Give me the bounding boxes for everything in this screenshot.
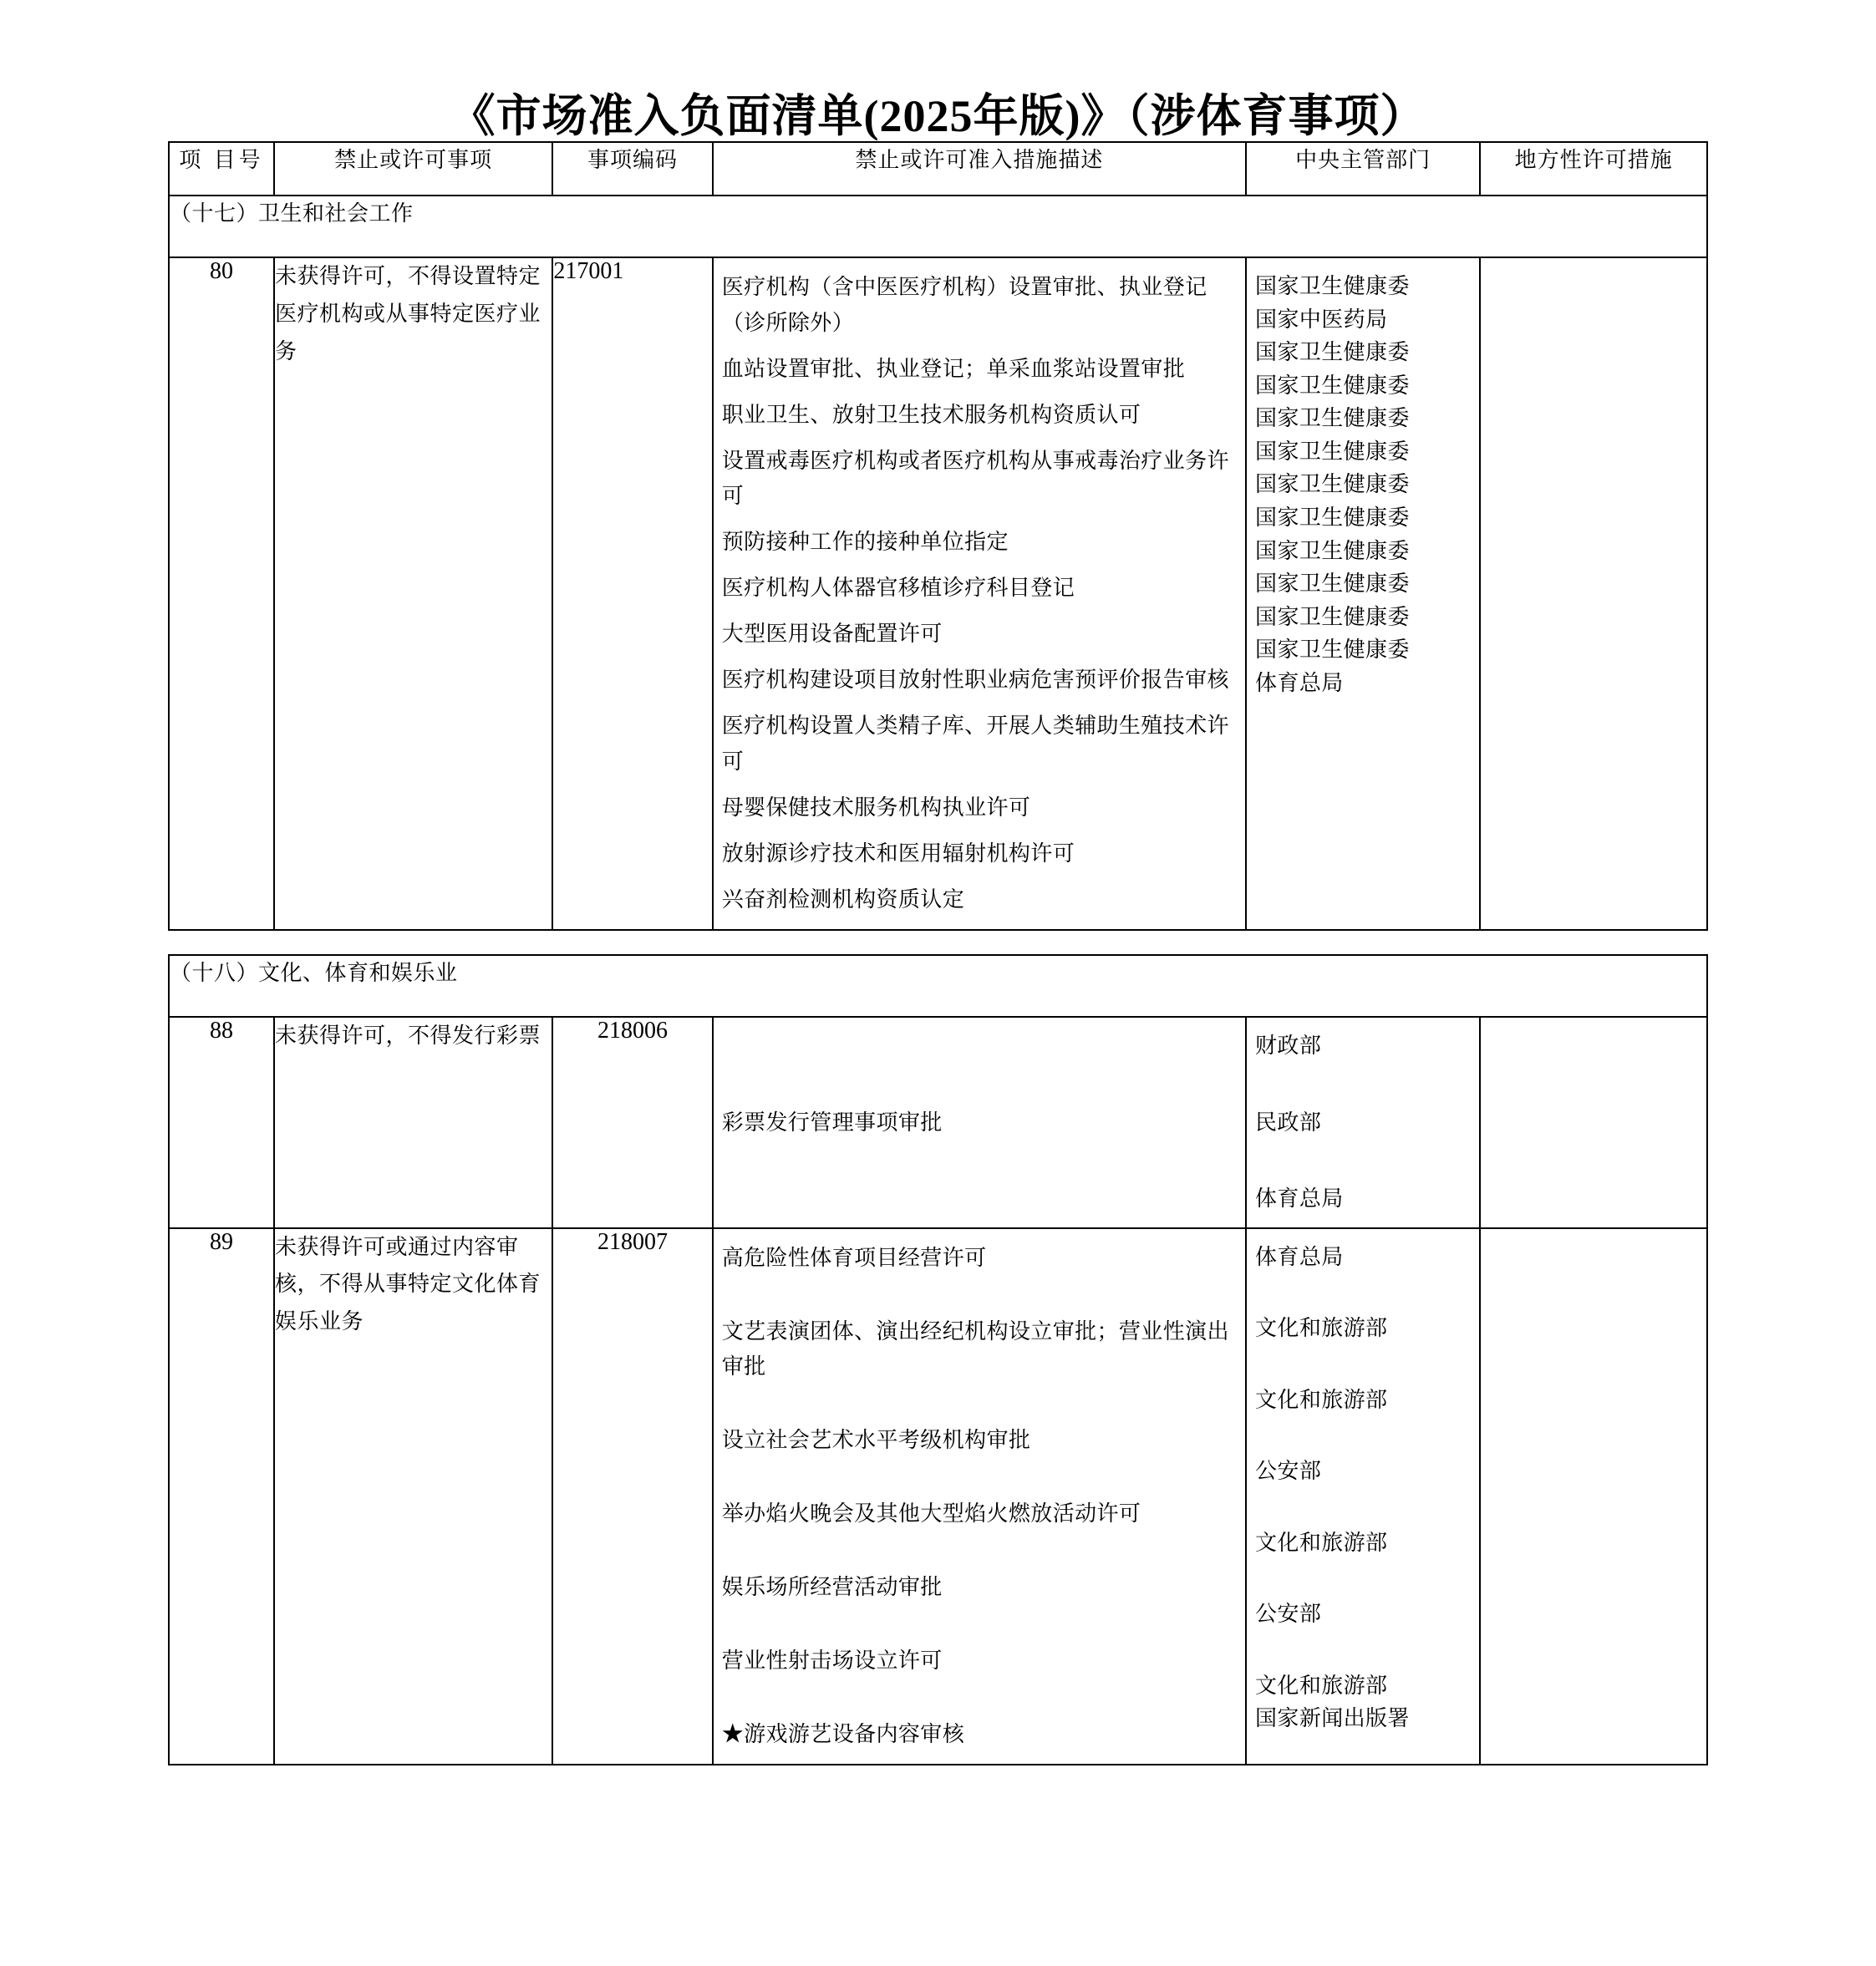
central-authority: 国家卫生健康委 xyxy=(1255,406,1410,431)
measure-description: 职业卫生、放射卫生技术服务机构资质认可 xyxy=(721,402,1141,427)
central-authority: 国家卫生健康委 xyxy=(1255,505,1410,530)
cell-item-code-80: 217001 xyxy=(552,257,712,930)
central-authority: 国家卫生健康委 xyxy=(1255,572,1410,597)
cell-measure-descriptions-88 xyxy=(713,1017,1246,1228)
measure-description: 高危险性体育项目经营许可 xyxy=(721,1245,987,1270)
cell-prohibited-item-88: 未获得许可，不得发行彩票 xyxy=(274,1017,552,1228)
cell-measure-descriptions-80 xyxy=(713,257,1246,930)
cell-item-code-88: 218006 xyxy=(552,1017,712,1228)
cell-prohibited-item-89: 未获得许可或通过内容审核，不得从事特定文化体育娱乐业务 xyxy=(274,1228,552,1765)
central-authority: 体育总局 xyxy=(1255,670,1344,695)
central-authority: 民政部 xyxy=(1255,1110,1322,1135)
cell-local-measure-80 xyxy=(1480,257,1707,930)
cell-measure-descriptions-89 xyxy=(713,1228,1246,1765)
column-header-measure-description: 禁止或许可准入措施描述 xyxy=(713,142,1246,196)
table-row xyxy=(169,1228,1707,1765)
negative-list-table-part1 xyxy=(168,141,1708,931)
measure-description: 兴奋剂检测机构资质认定 xyxy=(721,886,965,912)
central-authority: 国家卫生健康委 xyxy=(1255,638,1410,663)
section-label-18: （十八）文化、体育和娱乐业 xyxy=(169,955,1707,1017)
cell-local-measure-89 xyxy=(1480,1228,1707,1765)
table-row xyxy=(169,257,1707,930)
section-label-17: （十七）卫生和社会工作 xyxy=(169,196,1707,257)
central-authority: 文化和旅游部 xyxy=(1255,1316,1388,1341)
authority-name: 文化和旅游部 xyxy=(1255,1673,1388,1698)
column-header-central-authority: 中央主管部门 xyxy=(1246,142,1480,196)
central-authority: 国家卫生健康委 xyxy=(1255,538,1410,563)
measure-description: 大型医用设备配置许可 xyxy=(721,622,943,647)
central-authority xyxy=(1255,1669,1474,1735)
measure-description: 血站设置审批、执业登记；单采血浆站设置审批 xyxy=(721,356,1186,381)
section-header-row-18 xyxy=(169,955,1707,1017)
measure-description: 预防接种工作的接种单位指定 xyxy=(721,530,1009,555)
central-authority: 体育总局 xyxy=(1255,1186,1344,1212)
negative-list-table-part2 xyxy=(168,954,1708,1765)
authority-name: 国家卫生健康委 xyxy=(1255,274,1410,299)
column-header-local-measure: 地方性许可措施 xyxy=(1480,142,1707,196)
column-header-item-no: 项 目号 xyxy=(169,142,274,196)
cell-prohibited-item-80: 未获得许可，不得设置特定医疗机构或从事特定医疗业务 xyxy=(274,257,552,930)
measure-description: 营业性射击场设立许可 xyxy=(721,1648,943,1674)
cell-item-no-80: 80 xyxy=(169,257,274,930)
measure-description: 举办焰火晚会及其他大型焰火燃放活动许可 xyxy=(721,1501,1141,1527)
central-authority xyxy=(1255,270,1474,336)
cell-item-no-89: 89 xyxy=(169,1228,274,1765)
table-header-row xyxy=(169,142,1707,196)
column-header-prohibited-item: 禁止或许可事项 xyxy=(274,142,552,196)
measure-description-list-89 xyxy=(714,1229,1245,1765)
central-authority: 体育总局 xyxy=(1255,1244,1344,1269)
central-authority: 国家卫生健康委 xyxy=(1255,472,1410,497)
cell-central-authorities-80 xyxy=(1246,257,1480,930)
central-authority: 文化和旅游部 xyxy=(1255,1530,1388,1555)
authority-name: 国家新闻出版署 xyxy=(1255,1706,1410,1731)
cell-item-code-89: 218007 xyxy=(552,1228,712,1765)
central-authority: 财政部 xyxy=(1255,1034,1322,1059)
column-header-item-code: 事项编码 xyxy=(552,142,712,196)
page-title: 《市场准入负面清单(2025年版)》（涉体育事项） xyxy=(450,91,1426,141)
central-authority: 公安部 xyxy=(1255,1459,1322,1484)
cell-central-authorities-88 xyxy=(1246,1017,1480,1228)
central-authority-list-88 xyxy=(1247,1018,1479,1227)
measure-description: 设立社会艺术水平考级机构审批 xyxy=(721,1427,1031,1452)
table-header xyxy=(169,142,1707,196)
central-authority-list-80 xyxy=(1247,258,1479,711)
central-authority: 国家卫生健康委 xyxy=(1255,340,1410,365)
measure-description: 医疗机构建设项目放射性职业病危害预评价报告审核 xyxy=(721,668,1229,693)
authority-name: 国家中医药局 xyxy=(1255,307,1388,332)
cell-central-authorities-89 xyxy=(1246,1228,1480,1765)
measure-description: 医疗机构设置人类精子库、开展人类辅助生殖技术许可 xyxy=(721,714,1229,774)
central-authority: 文化和旅游部 xyxy=(1255,1387,1388,1412)
central-authority: 公安部 xyxy=(1255,1602,1322,1627)
measure-description: ★游戏游艺设备内容审核 xyxy=(721,1722,965,1747)
measure-description: 放射源诊疗技术和医用辐射机构许可 xyxy=(721,841,1075,866)
measure-description: 文艺表演团体、演出经纪机构设立审批；营业性演出审批 xyxy=(721,1318,1229,1379)
central-authority: 国家卫生健康委 xyxy=(1255,604,1410,629)
measure-description: 母婴保健技术服务机构执业许可 xyxy=(721,795,1031,820)
measure-description: 娱乐场所经营活动审批 xyxy=(721,1575,943,1600)
central-authority: 国家卫生健康委 xyxy=(1255,373,1410,398)
cell-local-measure-88 xyxy=(1480,1017,1707,1228)
central-authority: 国家卫生健康委 xyxy=(1255,439,1410,464)
measure-description: 医疗机构（含中医医疗机构）设置审批、执业登记（诊所除外） xyxy=(721,275,1207,335)
measure-description: 医疗机构人体器官移植诊疗科目登记 xyxy=(721,576,1075,601)
central-authority-list-89 xyxy=(1247,1229,1479,1747)
measure-description: 设置戒毒医疗机构或者医疗机构从事戒毒治疗业务许可 xyxy=(721,448,1229,508)
measure-description-list-80 xyxy=(714,258,1245,929)
section-header-row-17 xyxy=(169,196,1707,257)
table-row xyxy=(169,1017,1707,1228)
cell-item-no-88: 88 xyxy=(169,1017,274,1228)
measure-description: 彩票发行管理事项审批 xyxy=(721,1110,943,1135)
